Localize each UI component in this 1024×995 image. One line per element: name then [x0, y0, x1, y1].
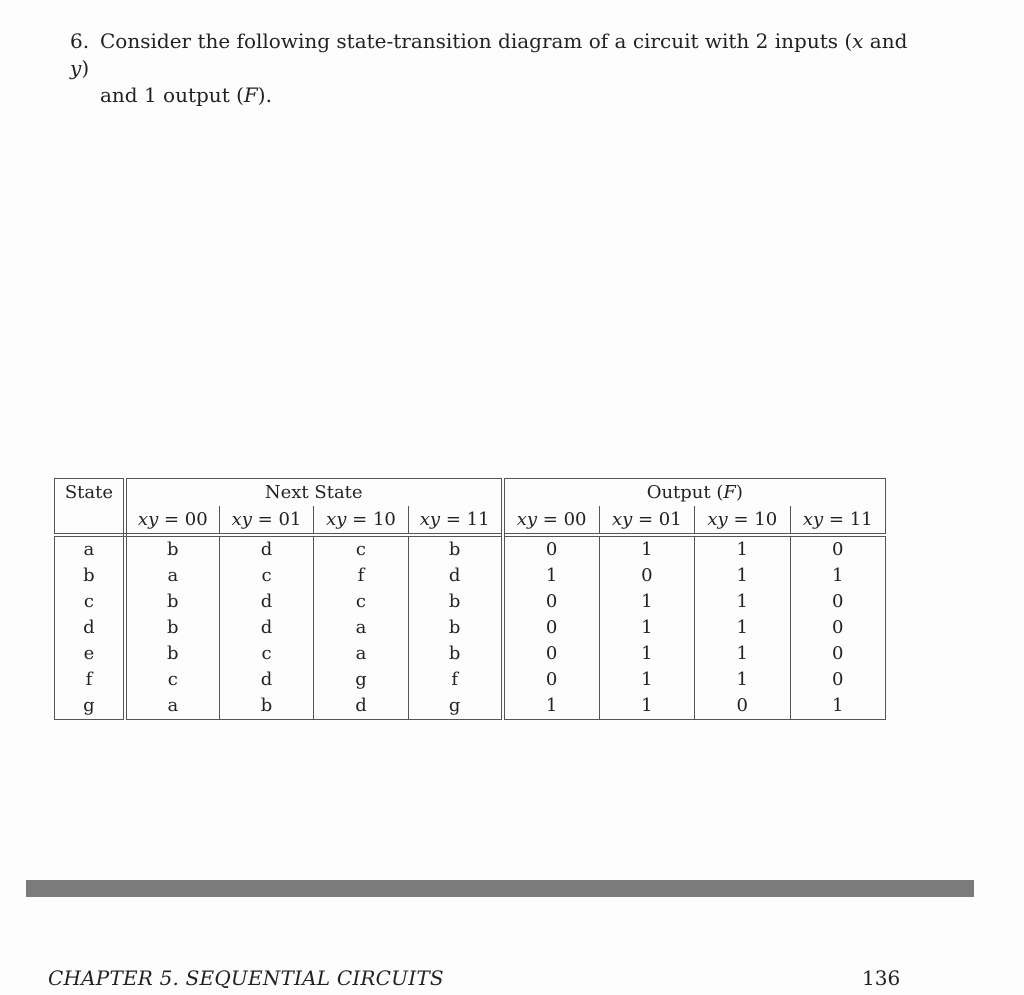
next-state-header: Next State	[125, 479, 503, 507]
output-cell: 0	[503, 615, 599, 641]
page-number: 136	[862, 966, 901, 990]
output-cell: 0	[832, 669, 844, 690]
output-header-text: )	[735, 482, 743, 503]
next-state-cell: d	[219, 535, 313, 563]
next-state-input-header	[125, 506, 219, 535]
output-cell: 1	[695, 535, 790, 563]
next-state-cell: c	[314, 535, 408, 563]
output-input-header	[695, 506, 790, 535]
problem-text: Consider the following state-transition diagram of a circuit with 2 inputs (	[100, 29, 853, 53]
next-state-cell: b	[408, 535, 502, 563]
next-state-input-header	[408, 506, 502, 535]
input-var: xy	[516, 509, 538, 530]
equals-sign: =	[346, 509, 373, 530]
equals-sign: =	[823, 509, 850, 530]
output-input-header	[790, 506, 886, 535]
next-state-cell: d	[314, 693, 408, 720]
input-value: 00	[184, 509, 208, 530]
output-cell: 1	[599, 535, 694, 563]
state-cell: a	[55, 535, 125, 563]
input-value: 11	[849, 509, 873, 530]
equals-sign: =	[251, 509, 279, 530]
output-input-header	[503, 506, 599, 535]
var-x: x	[852, 29, 864, 53]
next-state-cell: a	[125, 693, 219, 720]
output-cell: 1	[832, 695, 844, 716]
output-input-header	[599, 506, 694, 535]
next-state-cell: b	[408, 589, 502, 615]
output-cell: 0	[695, 693, 790, 720]
state-cell: e	[55, 641, 125, 667]
output-cell: 1	[599, 615, 694, 641]
input-var: xy	[419, 509, 441, 530]
chapter-title: CHAPTER 5. SEQUENTIAL CIRCUITS	[48, 966, 444, 990]
next-state-cell: b	[408, 615, 502, 641]
input-var: xy	[802, 509, 824, 530]
output-cell: 0	[832, 617, 844, 638]
table-row	[55, 693, 886, 720]
equals-sign: =	[440, 509, 467, 530]
next-state-cell: c	[219, 563, 313, 589]
state-table	[54, 478, 886, 720]
output-cell: 1	[599, 667, 694, 693]
next-state-cell: b	[125, 589, 219, 615]
next-state-cell: b	[408, 641, 502, 667]
input-value: 10	[372, 509, 396, 530]
next-state-cell: f	[314, 563, 408, 589]
output-cell: 1	[695, 589, 790, 615]
next-state-cell: a	[125, 563, 219, 589]
output-cell: 0	[503, 589, 599, 615]
output-cell: 1	[832, 565, 844, 586]
footer-rule	[26, 880, 974, 897]
next-state-cell: c	[219, 641, 313, 667]
output-cell: 1	[695, 615, 790, 641]
state-cell: g	[55, 693, 125, 720]
state-cell: c	[55, 589, 125, 615]
table-row	[55, 641, 886, 667]
equals-sign: =	[537, 509, 564, 530]
output-cell: 1	[599, 589, 694, 615]
problem-text: and 1 output (	[100, 83, 244, 107]
next-state-cell: g	[314, 667, 408, 693]
output-cell: 0	[503, 667, 599, 693]
next-state-cell: a	[314, 615, 408, 641]
output-cell: 1	[695, 667, 790, 693]
equals-sign: =	[727, 509, 755, 530]
next-state-cell: d	[219, 589, 313, 615]
problem-text: and	[863, 29, 908, 53]
output-header	[503, 479, 886, 507]
input-var: xy	[707, 509, 728, 530]
input-var: xy	[611, 509, 633, 530]
output-cell: 0	[832, 539, 844, 560]
output-cell: 0	[832, 591, 844, 612]
var-f: F	[243, 83, 258, 107]
next-state-cell: g	[408, 693, 502, 720]
output-cell: 0	[503, 641, 599, 667]
next-state-cell: b	[125, 641, 219, 667]
next-state-cell: b	[219, 693, 313, 720]
output-cell: 1	[503, 693, 599, 720]
output-cell: 0	[832, 643, 844, 664]
output-cell: 1	[599, 641, 694, 667]
state-header: State	[55, 479, 125, 536]
output-cell: 1	[599, 693, 694, 720]
next-state-cell: c	[314, 589, 408, 615]
problem-line-2	[70, 82, 910, 109]
next-state-cell: d	[219, 667, 313, 693]
next-state-cell: d	[408, 563, 502, 589]
input-var: xy	[231, 509, 252, 530]
input-value: 00	[563, 509, 587, 530]
output-cell: 0	[599, 563, 694, 589]
problem-text: ).	[257, 83, 272, 107]
problem-line-1	[70, 28, 910, 82]
var-f: F	[723, 482, 736, 503]
state-cell: d	[55, 615, 125, 641]
problem-text: )	[81, 56, 90, 80]
input-value: 01	[278, 509, 302, 530]
next-state-cell: a	[314, 641, 408, 667]
output-cell: 1	[695, 641, 790, 667]
input-value: 01	[658, 509, 682, 530]
var-y: y	[70, 56, 82, 80]
table-row	[55, 667, 886, 693]
next-state-cell: c	[125, 667, 219, 693]
state-cell: f	[55, 667, 125, 693]
input-value: 10	[754, 509, 778, 530]
equals-sign: =	[158, 509, 185, 530]
state-table-body	[55, 535, 886, 720]
input-value: 11	[466, 509, 490, 530]
next-state-cell: f	[408, 667, 502, 693]
problem-statement	[70, 28, 910, 109]
next-state-input-header	[219, 506, 313, 535]
input-header-row	[55, 506, 886, 535]
input-var: xy	[326, 509, 347, 530]
table-row	[55, 589, 886, 615]
next-state-cell: b	[125, 535, 219, 563]
input-var: xy	[137, 509, 159, 530]
next-state-cell: d	[219, 615, 313, 641]
next-state-input-header	[314, 506, 408, 535]
table-row	[55, 535, 886, 563]
output-cell: 1	[695, 563, 790, 589]
next-state-cell: b	[125, 615, 219, 641]
output-cell: 1	[503, 563, 599, 589]
output-cell: 0	[503, 535, 599, 563]
table-row	[55, 615, 886, 641]
table-row	[55, 563, 886, 589]
state-cell: b	[55, 563, 125, 589]
problem-number: 6.	[70, 29, 90, 53]
output-header-text: Output (	[646, 482, 724, 503]
equals-sign: =	[632, 509, 659, 530]
